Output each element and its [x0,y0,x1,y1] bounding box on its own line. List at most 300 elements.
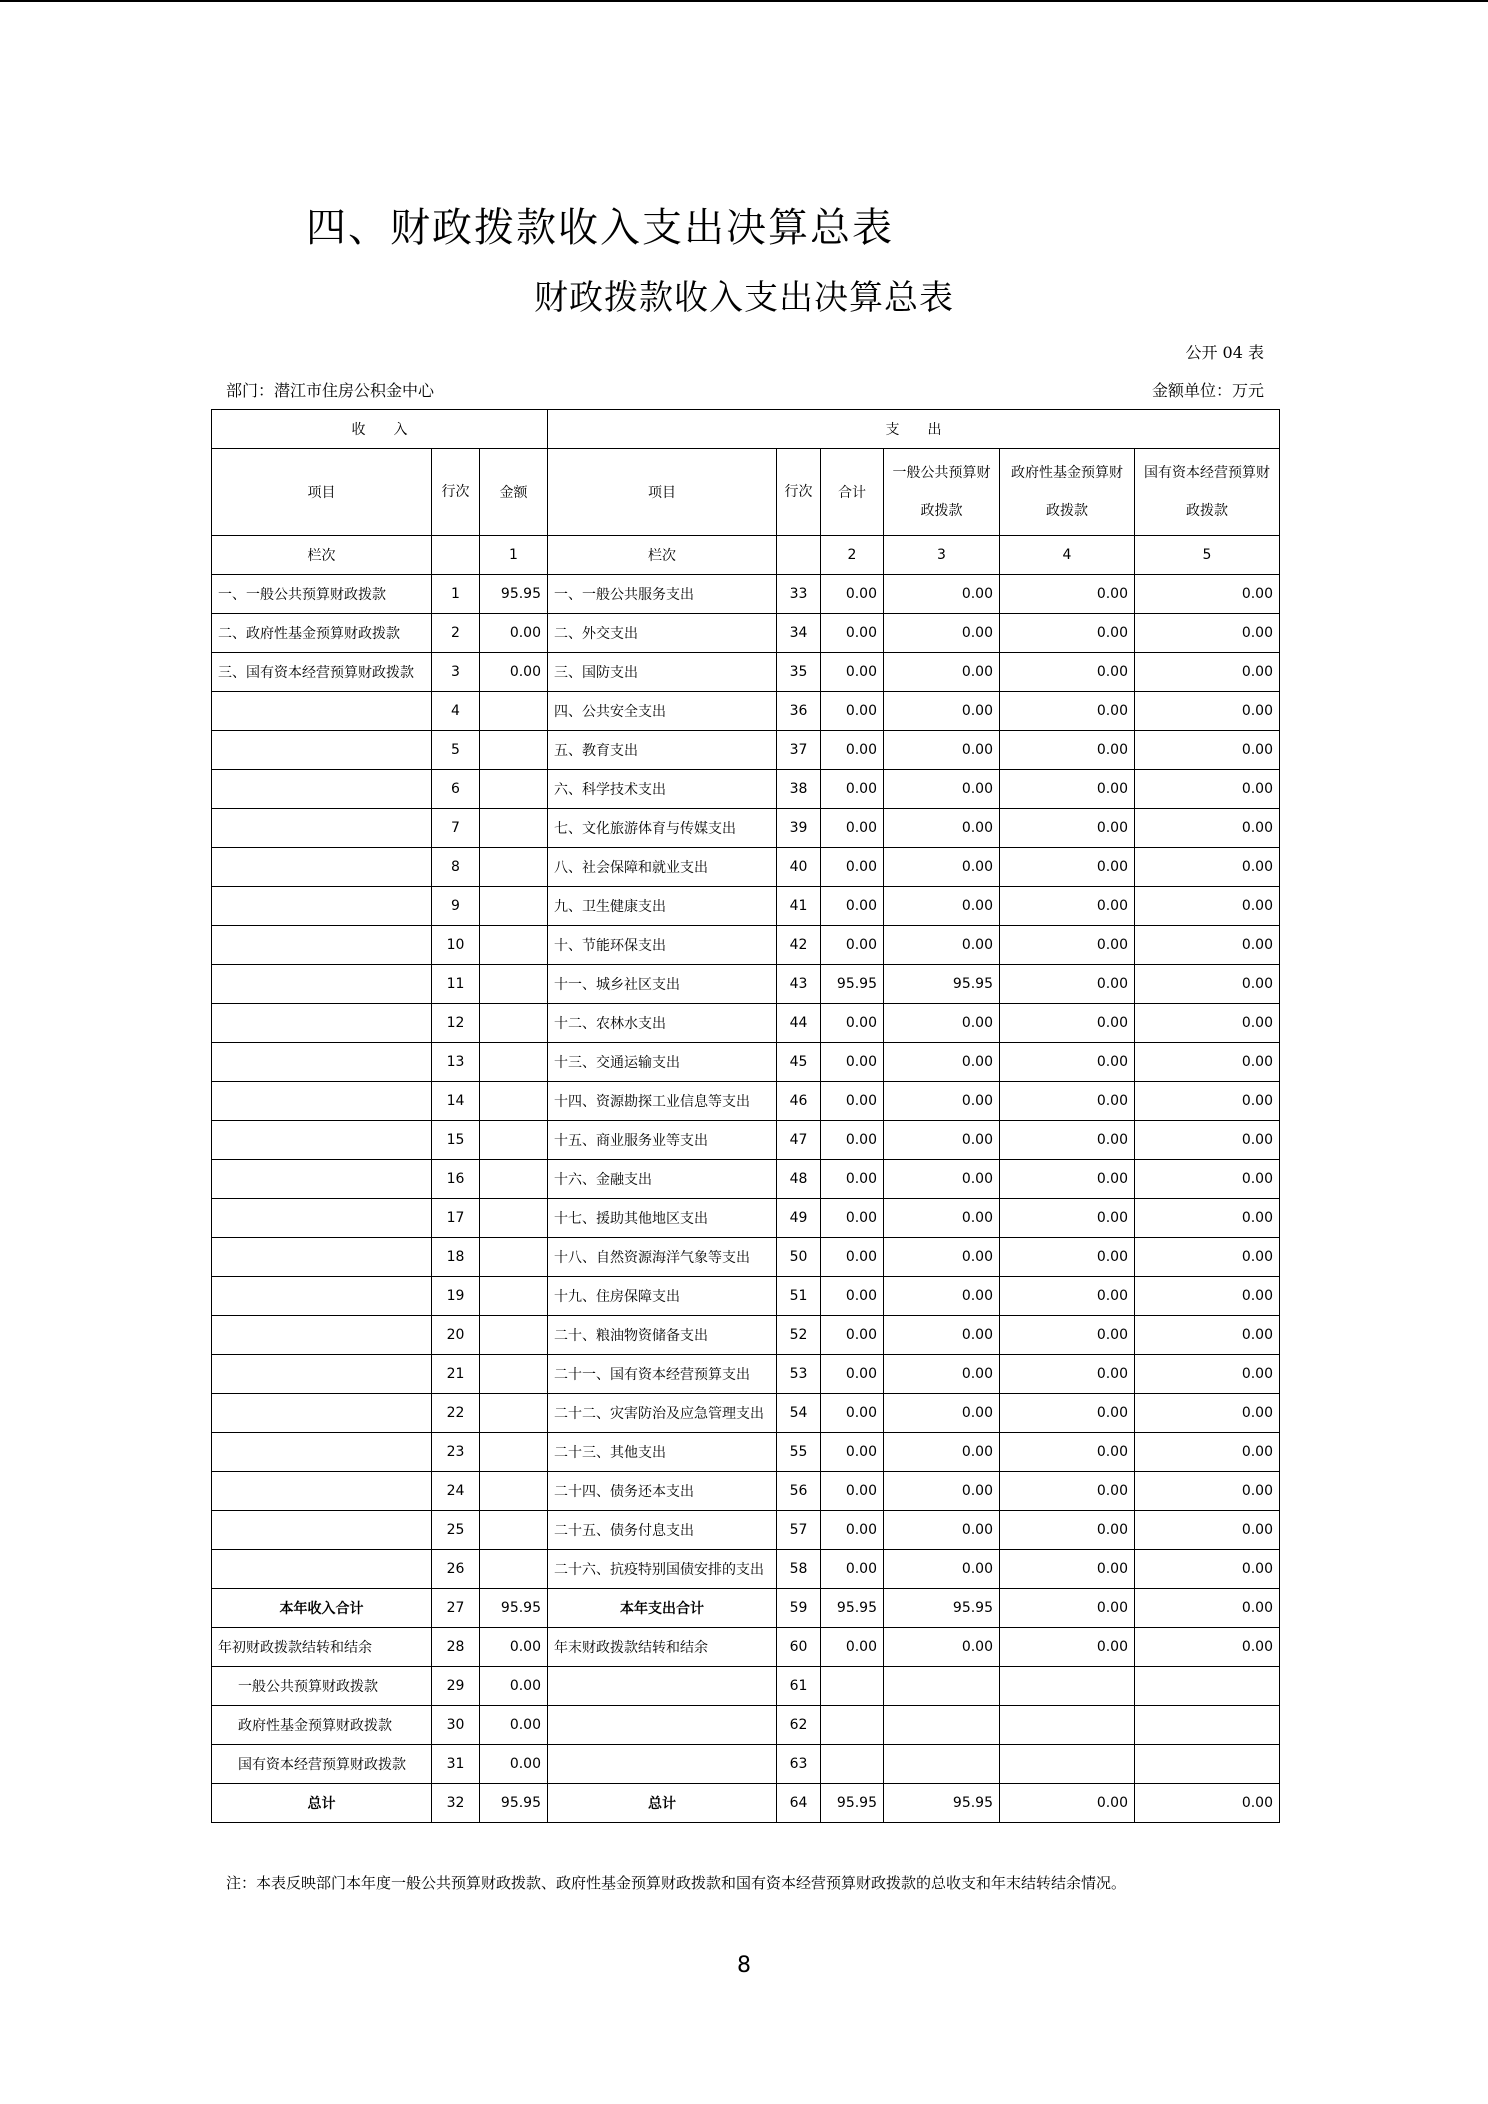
page-top-border [0,0,1488,2]
state-capital-header: 国有资本经营预算财政拨款 [1135,449,1280,536]
table-row [212,965,1280,1004]
income-row-no: 10 [432,926,480,965]
expense-row-no: 39 [777,809,821,848]
income-row-no: 15 [432,1121,480,1160]
income-row-no: 7 [432,809,480,848]
general-budget-amount: 0.00 [884,575,1000,614]
state-capital-amount: 0.00 [1135,614,1280,653]
state-capital-amount: 0.00 [1135,1160,1280,1199]
expense-row-no: 43 [777,965,821,1004]
income-amount [480,1394,548,1433]
expense-item [548,1667,777,1706]
general-budget-amount: 0.00 [884,848,1000,887]
income-item [212,1511,432,1550]
general-budget-amount: 0.00 [884,926,1000,965]
income-amount: 95.95 [480,1784,548,1823]
table-row [212,1550,1280,1589]
table-row [212,1277,1280,1316]
table-row [212,1160,1280,1199]
table-row [212,692,1280,731]
income-item: 年初财政拨款结转和结余 [212,1628,432,1667]
expense-item: 二十、粮油物资储备支出 [548,1316,777,1355]
expense-total: 0.00 [821,614,884,653]
table-row [212,1316,1280,1355]
general-budget-amount: 0.00 [884,770,1000,809]
income-item: 政府性基金预算财政拨款 [212,1706,432,1745]
expense-row-no: 52 [777,1316,821,1355]
income-item [212,965,432,1004]
expense-row-no: 62 [777,1706,821,1745]
income-amount [480,1511,548,1550]
expense-total: 0.00 [821,731,884,770]
expense-item: 十五、商业服务业等支出 [548,1121,777,1160]
income-row-no: 17 [432,1199,480,1238]
general-budget-amount: 0.00 [884,692,1000,731]
expense-item: 二十四、债务还本支出 [548,1472,777,1511]
expense-row-no: 48 [777,1160,821,1199]
income-row-no: 12 [432,1004,480,1043]
income-amount [480,1082,548,1121]
state-capital-amount: 0.00 [1135,653,1280,692]
state-capital-amount: 0.00 [1135,731,1280,770]
income-item [212,1550,432,1589]
fund-budget-amount [1000,1667,1135,1706]
state-capital-amount: 0.00 [1135,1316,1280,1355]
income-row-no: 21 [432,1355,480,1394]
state-capital-amount: 0.00 [1135,692,1280,731]
general-budget-amount: 0.00 [884,1004,1000,1043]
expense-total: 0.00 [821,1511,884,1550]
income-item [212,770,432,809]
expense-item: 十二、农林水支出 [548,1004,777,1043]
fund-budget-amount: 0.00 [1000,1004,1135,1043]
expense-item [548,1706,777,1745]
general-budget-amount: 0.00 [884,1433,1000,1472]
expense-row-no: 36 [777,692,821,731]
expense-row-no: 46 [777,1082,821,1121]
state-capital-amount [1135,1667,1280,1706]
income-item: 总计 [212,1784,432,1823]
table-row [212,1199,1280,1238]
income-amount [480,1199,548,1238]
expense-item: 十八、自然资源海洋气象等支出 [548,1238,777,1277]
expense-row-no: 35 [777,653,821,692]
expense-item: 十一、城乡社区支出 [548,965,777,1004]
expense-row-no: 63 [777,1745,821,1784]
grand-total-row [212,1784,1280,1823]
general-budget-amount [884,1667,1000,1706]
table-row [212,887,1280,926]
general-budget-amount [884,1745,1000,1784]
fund-budget-amount: 0.00 [1000,1082,1135,1121]
header-row-1 [212,410,1280,449]
state-capital-amount: 0.00 [1135,926,1280,965]
general-budget-amount: 0.00 [884,653,1000,692]
fund-budget-amount: 0.00 [1000,692,1135,731]
expense-item: 十七、援助其他地区支出 [548,1199,777,1238]
general-budget-amount: 0.00 [884,614,1000,653]
general-budget-amount: 0.00 [884,809,1000,848]
expense-total: 0.00 [821,1121,884,1160]
table-row [212,1355,1280,1394]
carry-row [212,1667,1280,1706]
income-row-no: 32 [432,1784,480,1823]
fund-budget-amount: 0.00 [1000,1316,1135,1355]
expense-total: 0.00 [821,887,884,926]
state-capital-amount: 0.00 [1135,1199,1280,1238]
expense-total: 0.00 [821,653,884,692]
income-item [212,1043,432,1082]
fund-budget-amount: 0.00 [1000,1043,1135,1082]
expense-row-no: 54 [777,1394,821,1433]
expense-total: 0.00 [821,1082,884,1121]
col-index-4: 4 [1000,536,1135,575]
income-row-no: 1 [432,575,480,614]
expense-item: 二十二、灾害防治及应急管理支出 [548,1394,777,1433]
expense-item-header: 项目 [548,449,777,536]
table-row [212,653,1280,692]
state-capital-amount: 0.00 [1135,848,1280,887]
income-row-no: 19 [432,1277,480,1316]
income-item [212,1160,432,1199]
income-item [212,731,432,770]
income-row-no: 31 [432,1745,480,1784]
income-row-no: 28 [432,1628,480,1667]
general-budget-amount: 0.00 [884,1199,1000,1238]
income-amount [480,1316,548,1355]
income-item [212,848,432,887]
expense-row-no: 34 [777,614,821,653]
page-number: 8 [737,1953,751,1978]
state-capital-amount: 0.00 [1135,1433,1280,1472]
expense-total: 0.00 [821,1355,884,1394]
fund-budget-amount [1000,1745,1135,1784]
income-row-no: 18 [432,1238,480,1277]
state-capital-amount: 0.00 [1135,1628,1280,1667]
expense-total [821,1745,884,1784]
expense-row-no: 56 [777,1472,821,1511]
general-budget-amount: 0.00 [884,1355,1000,1394]
fund-budget-amount: 0.00 [1000,1355,1135,1394]
table-title: 财政拨款收入支出决算总表 [534,278,954,318]
carry-row [212,1706,1280,1745]
income-rowno-header: 行次 [432,449,480,536]
fund-budget-amount [1000,1706,1135,1745]
fund-budget-amount: 0.00 [1000,1121,1135,1160]
general-budget-amount: 0.00 [884,1160,1000,1199]
state-capital-amount: 0.00 [1135,1082,1280,1121]
table-row [212,1433,1280,1472]
income-amount [480,1472,548,1511]
expense-row-no: 45 [777,1043,821,1082]
general-budget-amount: 0.00 [884,1121,1000,1160]
table-row [212,1043,1280,1082]
expense-total: 0.00 [821,809,884,848]
expense-total: 0.00 [821,1238,884,1277]
table-row [212,770,1280,809]
expense-total: 0.00 [821,1628,884,1667]
income-row-no: 29 [432,1667,480,1706]
general-budget-amount: 0.00 [884,1550,1000,1589]
expense-item: 十九、住房保障支出 [548,1277,777,1316]
income-row-no: 5 [432,731,480,770]
income-amount [480,1355,548,1394]
expense-item: 八、社会保障和就业支出 [548,848,777,887]
income-amount [480,848,548,887]
income-item [212,1277,432,1316]
expense-row-no: 55 [777,1433,821,1472]
carry-row [212,1745,1280,1784]
income-row-no: 23 [432,1433,480,1472]
fund-budget-amount: 0.00 [1000,809,1135,848]
income-amount: 95.95 [480,1589,548,1628]
state-capital-amount [1135,1706,1280,1745]
fund-budget-amount: 0.00 [1000,848,1135,887]
general-budget-amount: 0.00 [884,1472,1000,1511]
expense-total: 95.95 [821,1589,884,1628]
state-capital-amount: 0.00 [1135,1550,1280,1589]
income-item [212,887,432,926]
col-index-1: 1 [480,536,548,575]
expense-row-no: 33 [777,575,821,614]
fund-budget-amount: 0.00 [1000,1277,1135,1316]
income-amount [480,809,548,848]
income-item [212,1199,432,1238]
section-title: 四、财政拨款收入支出决算总表 [306,205,894,251]
expense-row-no: 51 [777,1277,821,1316]
expense-item: 二、外交支出 [548,614,777,653]
income-row-no: 25 [432,1511,480,1550]
budget-table [211,409,1280,1823]
expense-item [548,1745,777,1784]
income-amount [480,1121,548,1160]
state-capital-amount: 0.00 [1135,809,1280,848]
fund-budget-amount: 0.00 [1000,614,1135,653]
state-capital-amount: 0.00 [1135,1043,1280,1082]
expense-total: 0.00 [821,1316,884,1355]
income-amount [480,731,548,770]
income-item [212,809,432,848]
expense-row-no: 42 [777,926,821,965]
table-row [212,1121,1280,1160]
fund-budget-amount: 0.00 [1000,926,1135,965]
income-amount [480,1433,548,1472]
income-amount: 0.00 [480,1667,548,1706]
income-amount-header: 金额 [480,449,548,536]
income-item [212,1433,432,1472]
fund-budget-amount: 0.00 [1000,887,1135,926]
state-capital-amount: 0.00 [1135,1121,1280,1160]
state-capital-amount: 0.00 [1135,1238,1280,1277]
expense-item: 十、节能环保支出 [548,926,777,965]
expense-item: 九、卫生健康支出 [548,887,777,926]
fund-budget-amount: 0.00 [1000,1199,1135,1238]
expense-total: 0.00 [821,1433,884,1472]
income-amount: 0.00 [480,1628,548,1667]
general-budget-amount: 95.95 [884,1784,1000,1823]
table-note: 注：本表反映部门本年度一般公共预算财政拨款、政府性基金预算财政拨款和国有资本经营预算财政拨款的总收支和年末结转结余情况。 [226,1874,1127,1892]
general-budget-amount: 95.95 [884,1589,1000,1628]
income-amount [480,770,548,809]
income-item: 国有资本经营预算财政拨款 [212,1745,432,1784]
expense-lanci: 栏次 [548,536,777,575]
income-item [212,1394,432,1433]
state-capital-amount: 0.00 [1135,575,1280,614]
expense-row-no: 50 [777,1238,821,1277]
income-row-no: 13 [432,1043,480,1082]
income-item-header: 项目 [212,449,432,536]
general-budget-header: 一般公共预算财政拨款 [884,449,1000,536]
state-capital-amount: 0.00 [1135,965,1280,1004]
expense-item: 二十五、债务付息支出 [548,1511,777,1550]
expense-item: 二十六、抗疫特别国债安排的支出 [548,1550,777,1589]
state-capital-amount [1135,1745,1280,1784]
expense-total: 0.00 [821,1004,884,1043]
expense-total: 0.00 [821,1550,884,1589]
income-row-no: 16 [432,1160,480,1199]
table-row [212,614,1280,653]
income-row-no: 9 [432,887,480,926]
income-item [212,1121,432,1160]
expense-item: 总计 [548,1784,777,1823]
income-row-no: 3 [432,653,480,692]
expense-item: 本年支出合计 [548,1589,777,1628]
general-budget-amount: 0.00 [884,1316,1000,1355]
fund-budget-amount: 0.00 [1000,1433,1135,1472]
income-row-no: 14 [432,1082,480,1121]
expense-total: 0.00 [821,692,884,731]
state-capital-amount: 0.00 [1135,1355,1280,1394]
fund-budget-amount: 0.00 [1000,1238,1135,1277]
unit-label: 金额单位：万元 [1151,381,1264,400]
income-amount: 0.00 [480,1706,548,1745]
col-index-3: 3 [884,536,1000,575]
fund-budget-amount: 0.00 [1000,1160,1135,1199]
table-row [212,1394,1280,1433]
income-item: 一、一般公共预算财政拨款 [212,575,432,614]
expense-row-no: 59 [777,1589,821,1628]
col-index-5: 5 [1135,536,1280,575]
fund-budget-amount: 0.00 [1000,1394,1135,1433]
income-item [212,692,432,731]
expense-lanci-no [777,536,821,575]
general-budget-amount: 0.00 [884,1043,1000,1082]
income-amount [480,1550,548,1589]
state-capital-amount: 0.00 [1135,1004,1280,1043]
income-amount [480,926,548,965]
general-budget-amount: 0.00 [884,1511,1000,1550]
income-item [212,1355,432,1394]
income-amount: 0.00 [480,653,548,692]
expense-total: 0.00 [821,1199,884,1238]
expense-row-no: 49 [777,1199,821,1238]
expense-item: 六、科学技术支出 [548,770,777,809]
expense-total [821,1706,884,1745]
total-header: 合计 [821,449,884,536]
general-budget-amount: 0.00 [884,1277,1000,1316]
table-row [212,575,1280,614]
fund-budget-amount: 0.00 [1000,1784,1135,1823]
income-lanci: 栏次 [212,536,432,575]
income-row-no: 8 [432,848,480,887]
table-row [212,1082,1280,1121]
fund-budget-amount: 0.00 [1000,575,1135,614]
income-row-no: 26 [432,1550,480,1589]
income-item [212,1082,432,1121]
fund-budget-amount: 0.00 [1000,653,1135,692]
table-row [212,1238,1280,1277]
fund-budget-amount: 0.00 [1000,1472,1135,1511]
income-amount [480,1238,548,1277]
expense-total: 0.00 [821,926,884,965]
expense-row-no: 38 [777,770,821,809]
income-row-no: 2 [432,614,480,653]
income-item: 三、国有资本经营预算财政拨款 [212,653,432,692]
header-row-2 [212,449,1280,536]
income-row-no: 11 [432,965,480,1004]
fund-budget-amount: 0.00 [1000,1628,1135,1667]
income-item [212,926,432,965]
expense-rowno-header: 行次 [777,449,821,536]
income-header: 收 入 [212,410,548,449]
general-budget-amount: 0.00 [884,1628,1000,1667]
expense-row-no: 57 [777,1511,821,1550]
fund-budget-amount: 0.00 [1000,1550,1135,1589]
income-row-no: 4 [432,692,480,731]
expense-row-no: 53 [777,1355,821,1394]
expense-total: 95.95 [821,1784,884,1823]
fund-budget-amount: 0.00 [1000,770,1135,809]
expense-item: 十四、资源勘探工业信息等支出 [548,1082,777,1121]
state-capital-amount: 0.00 [1135,1277,1280,1316]
expense-total: 0.00 [821,1160,884,1199]
expense-total: 0.00 [821,770,884,809]
general-budget-amount: 0.00 [884,731,1000,770]
table-row [212,809,1280,848]
expense-total: 95.95 [821,965,884,1004]
income-amount [480,1043,548,1082]
expense-item: 二十一、国有资本经营预算支出 [548,1355,777,1394]
income-row-no: 6 [432,770,480,809]
income-item [212,1238,432,1277]
expense-item: 十六、金融支出 [548,1160,777,1199]
income-amount [480,692,548,731]
expense-item: 二十三、其他支出 [548,1433,777,1472]
general-budget-amount: 0.00 [884,1394,1000,1433]
fund-budget-amount: 0.00 [1000,1511,1135,1550]
income-amount [480,887,548,926]
state-capital-amount: 0.00 [1135,1394,1280,1433]
state-capital-amount: 0.00 [1135,1784,1280,1823]
state-capital-amount: 0.00 [1135,887,1280,926]
expense-row-no: 41 [777,887,821,926]
income-amount: 0.00 [480,614,548,653]
table-row [212,1472,1280,1511]
income-row-no: 27 [432,1589,480,1628]
income-item: 一般公共预算财政拨款 [212,1667,432,1706]
fund-budget-amount: 0.00 [1000,965,1135,1004]
income-amount: 0.00 [480,1745,548,1784]
expense-total [821,1667,884,1706]
income-amount [480,1277,548,1316]
expense-total: 0.00 [821,1472,884,1511]
general-budget-amount: 95.95 [884,965,1000,1004]
table-code: 公开 04 表 [1185,343,1264,362]
expense-item: 五、教育支出 [548,731,777,770]
general-budget-amount [884,1706,1000,1745]
general-budget-amount: 0.00 [884,1238,1000,1277]
expense-row-no: 37 [777,731,821,770]
